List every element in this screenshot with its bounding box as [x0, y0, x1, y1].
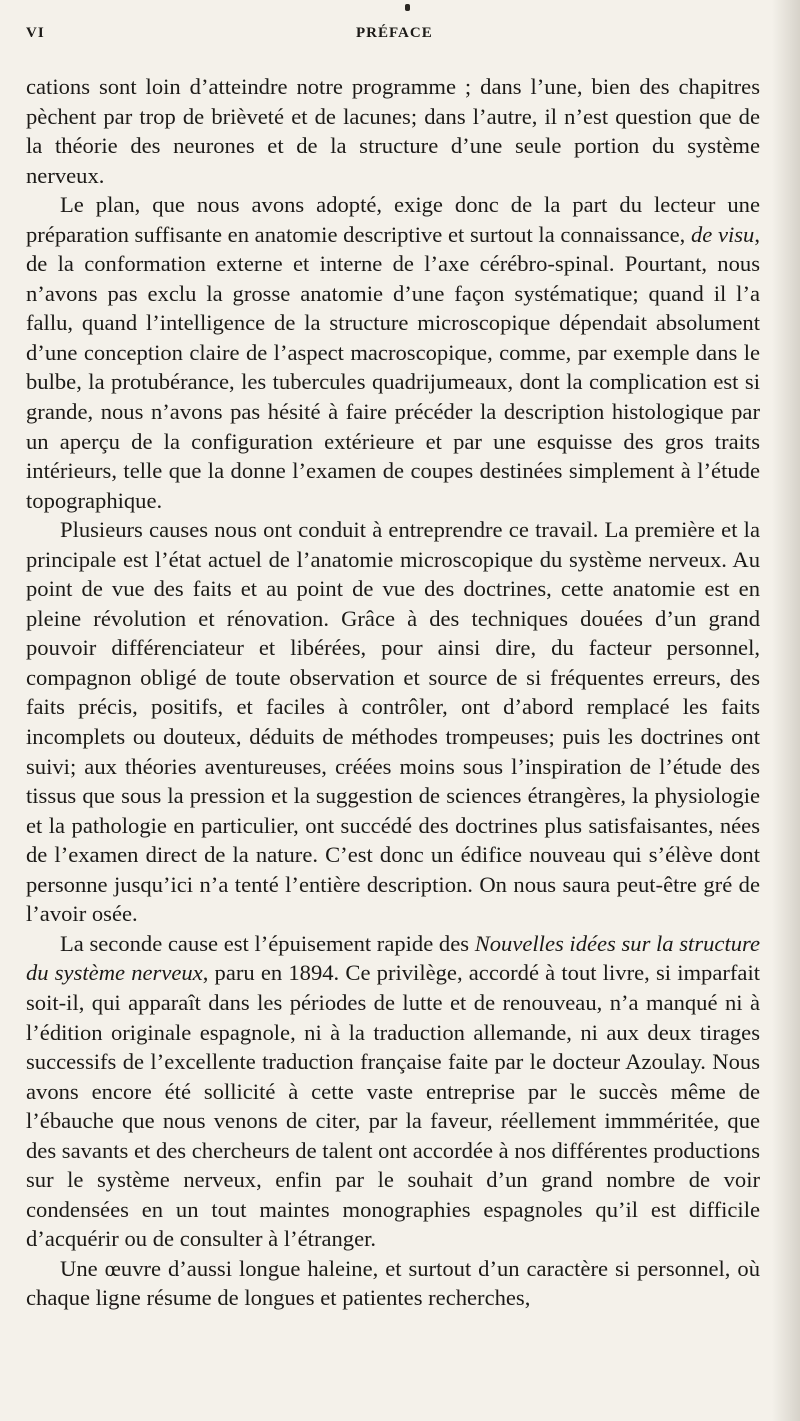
- italic-book-title: Nouvelles idées sur la structure du système nerveux: [26, 930, 760, 986]
- text-segment: , de la conformation externe et interne de l’axe cérébro-spinal. Pourtant, nous n’avons pas exclu la grosse anatomie d’une façon systématique; quand il l’a fallu, quand l’intelligence de la structure microscopique dépendait absolument d’une conception claire de l’aspect macroscopique, comme, par exemple dans le bulbe, la protubérance, les tubercules quadrijumeaux, dont la complication est si grande, nous n’avons pas hésité à faire précéder la description histologique par un aperçu de la configuration extérieure et par une esquisse des gros traits intérieurs, telle que la donne l’examen de coupes destinées simplement à l’étude topographique.: [26, 221, 760, 513]
- text-segment: La seconde cause est l’épuisement rapide des: [60, 930, 475, 956]
- text-segment: Le plan, que nous avons adopté, exige donc de la part du lecteur une préparation suffisante en anatomie descriptive et surtout la connaissance,: [26, 192, 760, 247]
- text-segment: Plusieurs causes nous ont conduit à entreprendre ce travail. La première et la principale est l’état actuel de l’anatomie microscopique du système nerveux. Au point de vue des faits et au point de vue des doctrines, cette anatomie est en pleine révolution et rénovation. Grâce à des techniques douées d’un grand pouvoir différenciateur et libérées, pour ainsi dire, du facteur personnel, compagnon obligé de toute observation et source de si fréquentes erreurs, des faits précis, positifs, et faciles à contrôler, ont d’abord remplacé les faits incomplets ou douteux, déduits de méthodes trompeuses; puis les doctrines ont suivi; aux théories aventureuses, créées moins sous l’inspiration de l’étude des tissus que sous la pression et la suggestion de sciences étrangères, la physiologie et la pathologie en particulier, ont succédé des doctrines plus satisfaisantes, nées de l’examen direct de la nature. C’est donc un édifice nouveau qui s’élève dont personne jusqu’ici n’a tenté l’entière description. On nous saura peut-être gré de l’avoir osée.: [26, 517, 760, 927]
- paragraph-final: [26, 1254, 760, 1313]
- paragraph-causes: [26, 515, 760, 929]
- paragraph-plan: [26, 190, 760, 515]
- paragraph-second-cause: [26, 929, 760, 1254]
- paragraph-continuation: [26, 72, 760, 190]
- running-head: [26, 25, 760, 47]
- italic-phrase: de visu: [690, 221, 755, 247]
- page-number: VI: [26, 25, 45, 41]
- text-segment: cations sont loin d’atteindre notre programme ; dans l’une, bien des chapitres pèchent par trop de brièveté et de lacunes; dans l’autre, il n’est question que de la théorie des neurones et de la structure d’une seule portion du système nerveux.: [26, 74, 760, 188]
- text-segment: Une œuvre d’aussi longue haleine, et surtout d’un caractère si personnel, où chaque ligne résume de longues et patientes recherches,: [26, 1255, 760, 1311]
- body-text: [26, 72, 760, 1313]
- running-title: PRÉFACE: [356, 25, 433, 41]
- text-segment: , paru en 1894. Ce privilège, accordé à tout livre, si imparfait soit-il, qui apparaît dans les périodes de lutte et de renouveau, n’a manqué ni à l’édition originale espagnole, ni à la traduction allemande, ni aux deux tirages successifs de l’excellente traduction française faite par le docteur Azoulay. Nous avons encore été sollicité à cette vaste entreprise par le succès même de l’ébauche que nous venons de citer, par la faveur, réellement immméritée, que des savants et des chercheurs de talent ont accordée à nos différentes productions sur le système nerveux, enfin par le souhait d’un grand nombre de voir condensées en un tout maintes monographies espagnoles qu’il est difficile d’acquérir ou de consulter à l’étranger.: [26, 960, 760, 1252]
- ink-speck: [405, 4, 410, 11]
